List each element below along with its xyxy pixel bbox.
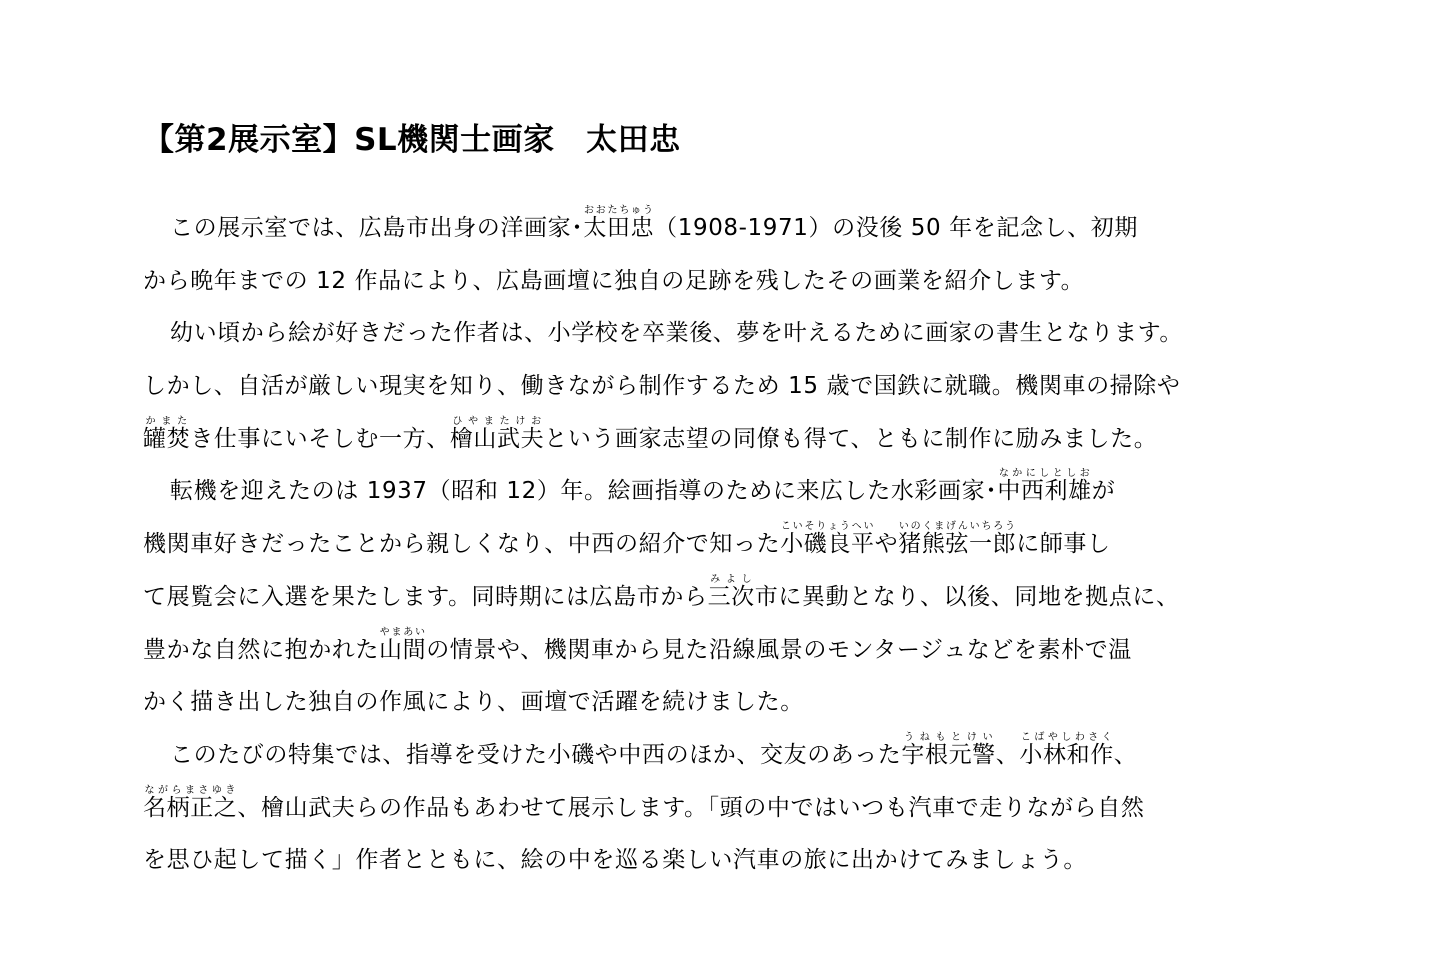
ruby-base-text: 三次 [707,583,755,610]
name-with-reading [379,626,427,663]
text-segment: き仕事にいそしむ一方、 [190,425,450,452]
text-segment: を思ひ起して描く」作者とともに、絵の中を巡る楽しい汽車の旅に出かけてみましょう。 [143,847,1087,874]
ruby-base-text: 山間 [379,636,427,663]
text-segment: という画家志望の同僚も得て、ともに制作に励みました。 [544,425,1158,452]
text-segment: この展示室では、広島市出身の洋画家･ [170,215,584,241]
exhibit-title: 【第2展示室】SL機関士画家 太田忠 [143,122,681,158]
name-with-reading [1019,731,1114,768]
ruby-base-text: 小磯良平 [780,531,875,558]
text-line [143,358,1333,411]
text-line [143,569,1333,622]
text-segment: 、檜山武夫らの作品もあわせて展示します。「頭の中ではいつも汽車で走りながら自然 [237,794,1145,821]
text-line [143,463,1333,516]
text-line [143,516,1333,569]
ruby-base-text: 罐焚 [143,425,191,452]
name-with-reading [583,205,655,241]
furigana-reading: やまあい [379,626,427,638]
text-segment: て展覧会に入選を果たします。同時期には広島市から [143,583,708,610]
ruby-base-text: 檜山武夫 [449,425,545,452]
text-segment: 幼い頃から絵が好きだった作者は、小学校を卒業後、夢を叶えるために画家の書生となります。 [170,320,1183,347]
text-segment: 市に異動となり、以後、同地を拠点に、 [754,583,1180,610]
text-segment: の情景や、機関車から見た沿線風景のモンタージュなどを素朴で温 [426,636,1132,663]
name-with-reading [901,731,996,768]
text-line [143,832,1333,885]
text-line [143,305,1333,358]
furigana-reading: おおたちゅう [583,205,655,216]
name-with-reading [707,573,755,610]
text-segment: や [874,531,899,558]
ruby-base-text: 太田忠 [583,215,655,241]
furigana-reading: いのくまげんいちろう [898,521,1017,533]
exhibit-panel [143,116,1333,874]
name-with-reading [898,521,1017,558]
furigana-reading: ながらまさゆき [143,784,238,796]
name-with-reading [143,784,238,821]
text-segment: 豊かな自然に抱かれた [143,636,379,663]
text-segment: しかし、自活が厳しい現実を知り、働きながら制作するため 15 歳で国鉄に就職。機関車の掃除や [143,373,1181,400]
name-with-reading [143,415,191,452]
text-segment: （1908-1971）の没後 50 年を記念し、初期 [654,215,1138,241]
text-segment: 機関車好きだったことから親しくなり、中西の紹介で知った [143,531,781,558]
text-line [143,780,1333,833]
name-with-reading [997,468,1092,505]
text-line [143,622,1333,675]
text-segment: から晩年までの 12 作品により、広島画壇に独自の足跡を残したその画業を紹介します。 [143,267,1085,294]
exhibit-description [143,200,1333,885]
text-segment: 、 [995,741,1020,768]
furigana-reading: うねもとけい [901,731,996,743]
furigana-reading: みよし [707,573,755,585]
text-segment: このたびの特集では、指導を受けた小磯や中西のほか、交友のあった [170,741,902,768]
text-line [143,253,1333,306]
text-line [143,674,1333,727]
furigana-reading: こばやしわさく [1019,731,1114,743]
ruby-base-text: 小林和作 [1019,741,1114,768]
furigana-reading: なかにしとしお [997,468,1092,480]
text-line [143,200,1333,253]
furigana-reading: ひやまたけお [449,415,545,427]
ruby-base-text: 猪熊弦一郎 [898,531,1017,558]
ruby-base-text: 宇根元警 [901,741,996,768]
ruby-base-text: 中西利雄 [997,478,1092,505]
furigana-reading: かまた [143,415,191,427]
text-line [143,727,1333,780]
text-segment: かく描き出した独自の作風により、画壇で活躍を続けました。 [143,689,804,716]
text-segment: 転機を迎えたのは 1937（昭和 12）年。絵画指導のために来広した水彩画家･ [170,478,998,505]
text-line [143,411,1333,464]
text-segment: に師事し [1016,531,1111,558]
ruby-base-text: 名柄正之 [143,794,238,821]
text-segment: 、 [1113,741,1138,768]
name-with-reading [780,521,875,558]
furigana-reading: こいそりょうへい [780,521,875,533]
text-segment: が [1091,478,1116,505]
name-with-reading [449,415,545,452]
